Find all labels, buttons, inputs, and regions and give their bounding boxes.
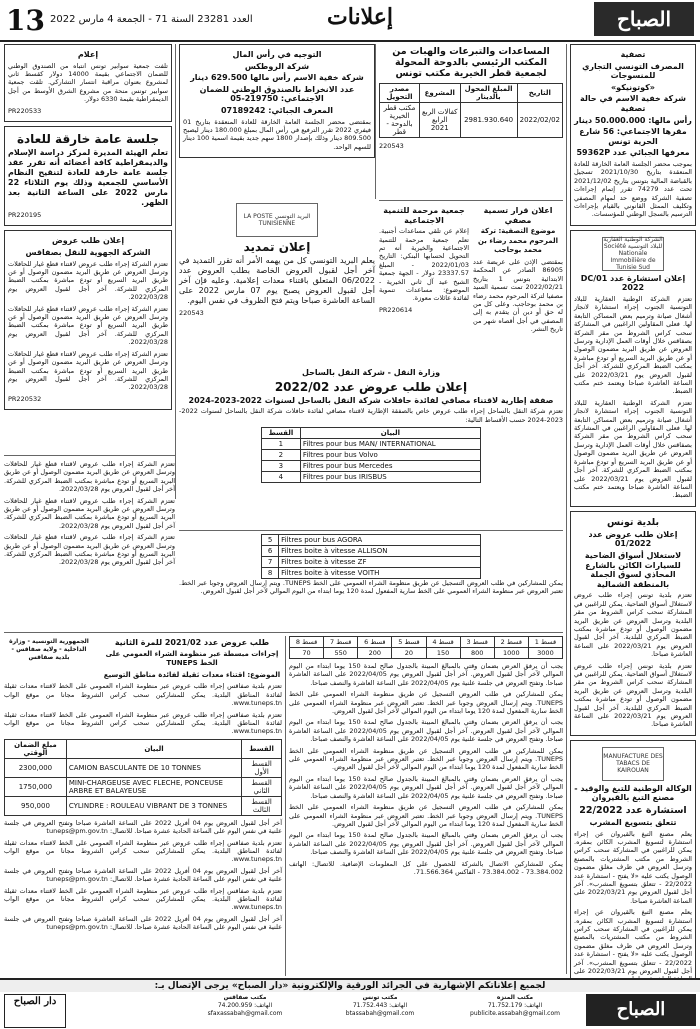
- table-cell: 5: [262, 535, 279, 546]
- liquidation-notice: [570, 44, 696, 226]
- notice-body: تعتزم الشركة الوطنية العقارية للبلاد التونسية الجنوب إجراء استشارة لانجاز أشغال صيانة وترميم بعض المساكن التابعة لها. فعلى المقاولين الراغبين في المشاركة سحب كراس الشروط من مقر الشركة بصفاقس خلال أوقات العمل الإدارية وترسل العروض عن طريق البريد مضمون الوصول أو عن طريق البريد السريع أو تودع مباشرة بمكتب الضبط المركزي للشركة. آخر أجل لقبول العروض يوم 2022/03/21 على الساعة العاشرة صباحا ويعتمد ختم مكتب الضبط.: [574, 398, 692, 500]
- table-cell: 20: [392, 648, 426, 659]
- table-row: [262, 439, 481, 450]
- notice-body: يمكن للمشاركين في طلب العروض التسجيل عن طريق منظومة الشراء العمومي على الخط TUNEPS. ويتم إرسال العروض وجوبا عبر الخط. تعتبر العروض عبر منظومة الشراء العمومي على الخط سارية المفعول لمدة 120 يوما ابتداء من اليوم الموالي لآخر أجل لقبول العروض.: [179, 579, 563, 596]
- liquidator-notice: [473, 204, 563, 337]
- municipality-tender-notice: [570, 511, 696, 736]
- issue-info: العدد 23281 السنة 71 - الجمعة 4 مارس 2022: [50, 14, 253, 25]
- table-cell: مكتب قطر الخيرية بالدوحة - قطر: [380, 103, 420, 138]
- notice-title: جلسة عامة خارقة للعادة: [16, 132, 160, 147]
- notice-body: يجب أن يرفق العرض بضمان وقتي بالمبالغ المبينة بالجدول صالح لمدة 150 يوما ابتداء من اليوم الموالي لآخر أجل لقبول العروض. آخر أجل لقبول العروض يوم 2022/04/05 على الساعة العاشرة صباحا. وتفتح العروض في جلسة علنية يوم 2022/04/05 على الساعة العاشرة والنصف صباحا.: [289, 774, 564, 800]
- notice-body: تعتزم الشركة إجراء طلب عروض لاقتناء قطع غيار للحافلات وترسل العروض عن طريق البريد مضمون الوصول أو عن طريق البريد السريع أو تودع مباشرة بمكتب الضبط المركزي للشركة. آخر أجل لقبول العروض يوم 2022/03/28.: [4, 460, 175, 494]
- notice-title: إعلام: [77, 50, 99, 59]
- notice-title: تصفية: [620, 50, 646, 59]
- table-header: قسط 5: [392, 637, 426, 648]
- table-cell: Filtres pour bus AGORA: [279, 535, 481, 546]
- notice-org: الوكالة الوطنية للتبغ والوقيد - مصنع التبغ بالقيروان: [574, 783, 692, 803]
- logo-text: MANUFACTURE DES TABACS DE KAIROUAN: [603, 753, 663, 775]
- sahel-tender-header: [179, 366, 563, 532]
- left-lower-filler: [4, 460, 175, 630]
- funding-info-notice: [4, 44, 172, 122]
- table-cell: Filtres pour bus IRISBUS: [300, 472, 480, 483]
- table-row: [5, 796, 282, 815]
- table-header: مبلغ الضمان الوقتي: [5, 739, 67, 758]
- notice-body: تعتزم الشركة إجراء طلب عروض لاقتناء قطع غيار للحافلات وترسل العروض عن طريق البريد مضمون الوصول أو عن طريق البريد السريع أو تودع مباشرة بمكتب الضبط المركزي للشركة. آخر أجل لقبول العروض يوم 2022/03/28.: [4, 496, 175, 530]
- table-cell: 2: [262, 450, 301, 461]
- table-header: قسط 1: [528, 637, 562, 648]
- notice-title: إعلان طلب عروض: [51, 236, 125, 246]
- snit-consultation-notice: [570, 230, 696, 507]
- table-cell: 550: [324, 648, 358, 659]
- table-cell: 1000: [494, 648, 528, 659]
- notice-body: آخر أجل لقبول العروض يوم 04 أفريل 2022 على الساعة العاشرة صباحا وتفتح العروض في جلسة علنية في نفس اليوم على الساعة الحادية عشرة صباحا. للاتصال: tuneps@pm.gov.tn: [4, 818, 283, 836]
- notice-title: التوجيه في رأس المال: [232, 50, 322, 59]
- capital-increase-notice: [179, 44, 375, 158]
- notice-subtitle: الموضوع: اقتناء معدات ثقيلة لفائدة مناطق التوسيع: [103, 670, 281, 679]
- table-cell: CAMION BASCULANTE DE 10 TONNES: [66, 758, 241, 777]
- notice-subtitle: تتعلق بتسويغ المشرب: [589, 817, 677, 827]
- notice-body: إعلام عن تلقي مساعدات أجنبية. تعلم جمعية مرحمة للتنمية الاجتماعية والخيرية أنه تم التحويل لحسابها البنكي: التاريخ 2022/01/03 - المبلغ 23337.57 دولار - الجهة جمعية الشيخ عيد آل ثاني الخيرية - الموضوع: مساعدات تنموية لفائدة عائلات معوزة.: [379, 227, 469, 303]
- table-cell: Filtres pour bus Volvo: [300, 450, 480, 461]
- notice-title: اعلان قرار تسمية مصفي: [483, 206, 553, 225]
- table-cell: 3000: [528, 648, 562, 659]
- table-cell: 70: [290, 648, 324, 659]
- right-column: [570, 44, 696, 974]
- table-cell: 150: [426, 648, 460, 659]
- table-cell: القسط الثالث: [242, 796, 282, 815]
- reference-number: 220543: [379, 142, 404, 150]
- table-row: [262, 535, 481, 546]
- notice-title: جمعية مرحمة للتنمية الاجتماعية: [383, 206, 465, 225]
- notice-line: شركة خفية الاسم رأس مالها 629.500 دينار: [190, 73, 364, 83]
- table-header: البيان: [300, 428, 480, 439]
- page-number: 13: [6, 4, 45, 37]
- office-email[interactable]: sfaxassabah@gmail.com: [207, 1010, 283, 1017]
- table-cell: Filtres pour bus Mercedes: [300, 461, 480, 472]
- notice-body: يمكن للمشاركين في طلب العروض التسجيل عن طريق منظومة الشراء العمومي على الخط TUNEPS. ويتم إرسال العروض وجوبا عبر الخط. تعتبر العروض عبر منظومة الشراء العمومي على الخط سارية المفعول لمدة 120 يوما ابتداء من اليوم الموالي لآخر أجل لقبول العروض.: [289, 690, 563, 716]
- column-divider: [285, 636, 286, 976]
- table-cell: 1: [262, 439, 301, 450]
- table-cell: كفالات الربع الرابع 2021: [419, 103, 460, 138]
- newspaper-logo: الصباح: [594, 2, 694, 36]
- table-cell: 800: [460, 648, 494, 659]
- notice-org: الجمهورية التونسية - وزارة الداخلية - ولاية صفاقس - بلدية صفاقس: [9, 638, 89, 661]
- table-header: البيان: [66, 739, 241, 758]
- table-row: [262, 568, 481, 579]
- notice-org: شركة الروطكس: [244, 61, 310, 71]
- tender-heading: [4, 636, 282, 682]
- table-cell: 1750,000: [5, 777, 67, 796]
- mid-left-top-column: [179, 44, 375, 199]
- reference-number: PR220532: [8, 394, 42, 403]
- sfax-tender: [4, 636, 282, 976]
- table-row: [262, 461, 481, 472]
- notice-subtitle: إجراءات مبسطة عبر منظومة الشراء العمومي على الخط TUNEPS: [105, 649, 279, 668]
- office-email[interactable]: btassabah@gmail.com: [345, 1010, 415, 1017]
- footer-office-tunis: [315, 994, 445, 1028]
- snit-logo: الشركة الوطنية العقارية للبلاد التونسية Société Nationale Immobilière de Tunisie Sud: [603, 236, 663, 272]
- table-cell: 3: [262, 461, 301, 472]
- footer-banner: لجميع إعلاناتكم الإشهارية في الجرائد الورقية والإلكترونية «دار الصباح» يرجى الإتصال بـ:: [0, 980, 700, 992]
- notice-body: تعتزم بلدية تونس إجراء طلب عروض لاستغلال أسواق الضاحية. يمكن للراغبين في المشاركة سحب كراس الشروط من مقر البلدية وترسل العروض عن طريق البريد مضمون الوصول أو تودع مباشرة بمكتب الضبط المركزي للبلدية. آخر أجل لقبول العروض يوم 2022/03/21 على الساعة العاشرة صباحا.: [574, 591, 692, 659]
- table-header: المشروع: [419, 84, 460, 103]
- table-row: [262, 472, 481, 483]
- table-header: قسط 7: [324, 637, 358, 648]
- notice-body: تعتزم شركة النقل بالساحل إجراء طلب عروض خاص بالصفقة الإطارية لاقتناء مصافي لفائدة حافلات شركة النقل بالساحل لسنوات 2022-2023-2024 حسب الأقساط التالية:: [179, 407, 563, 424]
- notice-body: يمكن للمشاركين في طلب العروض التسجيل عن طريق منظومة الشراء العمومي على الخط TUNEPS. ويتم إرسال العروض وجوبا عبر الخط. تعتبر العروض عبر منظومة الشراء العمومي على الخط سارية المفعول لمدة 120 يوما ابتداء من اليوم الموالي لآخر أجل لقبول العروض.: [289, 803, 563, 828]
- notice-line: معرفها الجبائي عدد 59362P: [576, 148, 690, 158]
- column-divider: [375, 44, 376, 199]
- office-line: الهاتف: 71.752.443: [352, 1002, 408, 1009]
- notice-row: [379, 204, 563, 337]
- office-title: مكتب صفاقس: [223, 994, 267, 1001]
- table-cell: 6: [262, 546, 279, 557]
- notice-subtitle: لاستغلال أسواق الضاحية للسيارات الكائن بالشارع المحاذي لسوق الجملة بالمنطقة الشمالية: [584, 550, 682, 589]
- table-row: [262, 450, 481, 461]
- notice-line: مقرها الاجتماعي: 56 شارع الحرية تونس: [579, 127, 687, 146]
- lots-table: [261, 427, 481, 483]
- notice-line: المصرف التونسي التجاري للمنسوجات: [582, 61, 684, 81]
- table-header: قسط 8: [290, 637, 324, 648]
- notice-body: تعتزم بلدية تونس إجراء طلب عروض لاستغلال أسواق الضاحية. يمكن للراغبين في المشاركة سحب كراس الشروط من مقر البلدية وترسل العروض عن طريق البريد مضمون الوصول أو تودع مباشرة بمكتب الضبط المركزي للبلدية. آخر أجل لقبول العروض يوم 2022/03/21 على الساعة العاشرة صباحا.: [574, 661, 692, 729]
- table-cell: 8: [262, 568, 279, 579]
- footer-office-menzah: [450, 994, 580, 1028]
- table-cell: القسط الثاني: [242, 777, 282, 796]
- poste-logo: البريد التونسي LA POSTE TUNISIENNE: [236, 203, 318, 237]
- notice-body: يعلم مصنع التبغ بالقيروان عن إجراء استشارة لتسويغ المشرب الكائن بمقره. يمكن للراغبين في المشاركة سحب كراس الشروط من مكتب المشتريات بالمصنع وترسل العروض في ظرف مغلق مضمون الوصول يكتب عليه «لا يفتح - استشارة عدد 22/2022 - تتعلق بتسويغ المشرب». آخر أجل لقبول العروض يوم 2022/03/21 على: [574, 908, 692, 976]
- notice-body: آخر أجل لقبول العروض يوم 04 أفريل 2022 على الساعة العاشرة صباحا وتفتح العروض في جلسة علنية في نفس اليوم على الساعة الحادية عشرة صباحا. للاتصال: tuneps@pm.gov.tn: [4, 866, 283, 884]
- notice-title: إعلان طلب عروض عدد 2022/02: [274, 379, 468, 394]
- row-divider: [4, 632, 563, 633]
- table-row: [5, 758, 282, 777]
- general-assembly-notice: [4, 126, 172, 226]
- left-column: [4, 44, 172, 499]
- table-cell: Filtres pour bus MAN/ INTERNATIONAL: [300, 439, 480, 450]
- transport-tender-notice: [4, 230, 172, 410]
- notice-body: بمقتضى الإذن على عريضة عدد 86905 الصادر عن المحكمة الابتدائية بتونس 1 بتاريخ 2022/02/21 تمت تسمية السيد مصفيا لتركة المرحوم محمد رضاء بن محمد بوحاجب. وعلى كل من له حق أو دين أن يتقدم به إلى المصفي في أجل أقصاه شهر من تاريخ النشر.: [473, 257, 563, 334]
- table-row: [5, 777, 282, 796]
- notice-body: يجب أن يرفق العرض بضمان وقتي بالمبالغ المبينة بالجدول صالح لمدة 150 يوما ابتداء من اليوم الموالي لآخر أجل لقبول العروض. آخر أجل لقبول العروض يوم 2022/04/05 على الساعة العاشرة صباحا. وتفتح العروض في جلسة علنية يوم 2022/04/05 على الساعة العاشرة والنصف صباحا.: [289, 662, 564, 687]
- notice-line: شركة خفية الاسم في حالة تصفية: [580, 94, 686, 113]
- tobacco-logo: [602, 747, 664, 781]
- lots-table-cont: [261, 534, 481, 579]
- table-cell: 2300,000: [5, 758, 67, 777]
- table-header: التاريخ: [517, 84, 562, 103]
- table-cell: 2022/02/02: [517, 103, 562, 138]
- page-footer: [0, 978, 700, 1029]
- footer-office-sfax: [180, 994, 310, 1028]
- notice-body: يعلم مصنع التبغ بالقيروان عن إجراء استشارة لتسويغ المشرب الكائن بمقره. يمكن للراغبين في المشاركة سحب كراس الشروط من مكتب المشتريات بالمصنع وترسل العروض في ظرف مغلق مضمون الوصول يكتب عليه «لا يفتح - استشارة عدد 22/2022 - تتعلق بتسويغ المشرب». آخر أجل لقبول العروض يوم 2022/03/21 على الساعة العاشرة صباحا.: [574, 829, 692, 905]
- notice-body: تعتزم الشركة إجراء طلب عروض لاقتناء قطع غيار للحافلات وترسل العروض عن طريق البريد مضمون الوصول أو عن طريق البريد السريع أو تودع مباشرة بمكتب الضبط المركزي للشركة. آخر أجل لقبول العروض يوم 2022/03/28.: [8, 304, 168, 347]
- notice-body: يمكن للمشاركين الاتصال بالشركة للحصول على كل المعلومات الإضافية. للاتصال: الهاتف 73.384.002 - 73.384.002 - الفاكس 71.566.364.: [289, 859, 563, 876]
- office-line: الهاتف: 71.752.179: [487, 1002, 543, 1009]
- notice-title: إعلان تمديد: [243, 240, 311, 254]
- notice-body: تعتزم بلدية صفاقس إجراء طلب عروض عبر منظومة الشراء العمومي على الخط لاقتناء معدات ثقيلة لفائدة المناطق البلدية. يمكن للمشاركين سحب كراس الشروط مجانا من موقع الواب www.tuneps.tn.: [4, 886, 282, 912]
- table-cell: 7: [262, 557, 279, 568]
- office-email[interactable]: publicite.assabah@gmail.com: [470, 1010, 560, 1017]
- notice-title: إعلان طلب عروض عدد 01/2022: [588, 529, 678, 549]
- notice-body: تعتزم الشركة إجراء طلب عروض لاقتناء قطع غيار للحافلات وترسل العروض عن طريق البريد مضمون الوصول أو عن طريق البريد السريع أو تودع مباشرة بمكتب الضبط المركزي للشركة. آخر أجل لقبول العروض يوم 2022/03/28.: [4, 533, 175, 567]
- table-cell: 200: [358, 648, 392, 659]
- reference-number: PR220533: [8, 106, 42, 115]
- lots-table: [4, 739, 282, 816]
- notice-body: تعتزم بلدية صفاقس إجراء طلب عروض عبر منظومة الشراء العمومي على الخط لاقتناء معدات ثقيلة لفائدة المناطق البلدية. يمكن للمشاركين سحب كراس الشروط مجانا من موقع الواب www.tuneps.tn.: [4, 682, 282, 708]
- notice-body: يمكن للمشاركين في طلب العروض التسجيل عن طريق منظومة الشراء العمومي على الخط TUNEPS. ويتم إرسال العروض وجوبا عبر الخط. تعتبر العروض عبر منظومة الشراء العمومي على الخط سارية المفعول لمدة 120 يوما ابتداء من اليوم الموالي لآخر أجل لقبول العروض.: [289, 746, 563, 772]
- table-header: مصدر التحويل: [380, 84, 420, 103]
- notice-title: استشارة عدد 22/2022: [579, 804, 687, 816]
- footer-secondary-logo: دار الصباح: [4, 994, 66, 1028]
- table-cell: 950,000: [5, 796, 67, 815]
- notice-body: تعتزم الشركة الوطنية العقارية للبلاد التونسية الجنوب إجراء استشارة لانجاز أشغال صيانة وترميم بعض المساكن التابعة لها. فعلى المقاولين الراغبين في المشاركة سحب كراس الشروط من مقر الشركة بصفاقس خلال أوقات العمل الإدارية وترسل العروض عن طريق البريد مضمون الوصول أو عن طريق البريد السريع أو تودع مباشرة بمكتب الضبط المركزي للشركة. آخر أجل لقبول العروض يوم 2022/03/21 على الساعة العاشرة صباحا ويعتمد ختم مكتب الضبط.: [574, 294, 692, 396]
- table-cell: 4: [262, 472, 301, 483]
- section-title: إعلانات: [327, 4, 393, 30]
- tobacco-consultation-notice: [570, 740, 696, 991]
- guarantee-table: [289, 636, 563, 659]
- table-row: [290, 648, 563, 659]
- reference-number: 220543: [179, 309, 204, 317]
- notice-subtitle: موضوع التصفية: تركة المرحوم محمد رضاء بن محمد بوحاجب: [478, 227, 558, 255]
- notice-subtitle: صفقة إطارية لاقتناء مصافي لفائدة حافلات شركة النقل بالساحل لسنوات 2022-2023-2024: [188, 395, 554, 405]
- table-header: قسط 6: [358, 637, 392, 648]
- table-cell: Filtres boite à vitesse VOITH: [279, 568, 481, 579]
- mid-right-lower: [379, 204, 563, 364]
- notice-body: يجب أن يرفق العرض بضمان وقتي بالمبالغ المبينة بالجدول صالح لمدة 150 يوما ابتداء من اليوم الموالي لآخر أجل لقبول العروض. آخر أجل لقبول العروض يوم 2022/04/05 على الساعة العاشرة صباحا. وتفتح العروض في جلسة علنية يوم 2022/04/05 على الساعة العاشرة والنصف صباحا.: [289, 831, 564, 857]
- table-header: القسط: [242, 739, 282, 758]
- sahel-tender-lots-cont: [179, 534, 563, 634]
- table-cell: CYLINDRE : ROULEAU VIBRANT DE 3 TONNES: [66, 796, 241, 815]
- notice-body: بموجب محضر الجلسة العامة الخارقة للعادة المنعقدة بتاريخ 2021/10/30 تسجيل بالقباضة المالية بتونس بتاريخ 2021/12/02 تحت عدد 74279 تقرر إتمام إجراءات تصفية الشركة ووضع حد لمهام المصفي وتكليف الممثل القانوني بالقيام بإجراءات الترسيم بالسجل الوطني للمؤسسات.: [574, 159, 692, 219]
- table-header: المبلغ المحول بالدينار: [460, 84, 517, 103]
- notice-line: المعرف الجبائي: 07189242: [220, 105, 334, 115]
- association-funding-notice: [379, 204, 469, 337]
- notice-body: يجب أن يرفق العرض بضمان وقتي بالمبالغ المبينة بالجدول صالح لمدة 150 يوما ابتداء من اليوم الموالي لآخر أجل لقبول العروض. آخر أجل لقبول العروض يوم 2022/04/05 على الساعة العاشرة صباحا. وتفتح العروض في جلسة علنية يوم 2022/04/05 على الساعة العاشرة والنصف صباحا.: [289, 718, 564, 744]
- notice-subtitle: الشركة الجهوية للنقل بصفاقس: [25, 248, 151, 258]
- table-header: قسط 4: [426, 637, 460, 648]
- notice-org: وزارة النقل - شركة النقل بالساحل: [301, 368, 441, 377]
- notice-body: آخر أجل لقبول العروض يوم 04 أفريل 2022 على الساعة العاشرة صباحا وتفتح العروض في جلسة علنية في نفس اليوم على الساعة الحادية عشرة صباحا. للاتصال: tuneps@pm.gov.tn: [4, 914, 283, 932]
- table-cell: القسط الأول: [242, 758, 282, 777]
- notice-body: تعتزم بلدية صفاقس إجراء طلب عروض عبر منظومة الشراء العمومي على الخط لاقتناء معدات ثقيلة لفائدة المناطق البلدية. يمكن للمشاركين سحب كراس الشروط مجانا من موقع الواب www.tuneps.tn.: [4, 710, 282, 736]
- page-header: [0, 0, 700, 42]
- footer-logo: الصباح: [586, 994, 696, 1026]
- office-title: مكتب تونس: [362, 994, 398, 1001]
- transfers-title: المساعدات والتبرعات والهبات من المكتب الرئيسي بالدوحة المحولة لجمعية قطر الخيرية مكتب تونس: [392, 46, 550, 79]
- table-header: القسط: [262, 428, 301, 439]
- notice-title: إعلان استشارة عدد 01/DC 2022: [580, 273, 686, 293]
- reference-number: PR220195: [8, 211, 42, 220]
- transfers-table: [379, 83, 563, 138]
- notice-line: عدد الانخراط بالصندوق الوطني للضمان الاجتماعي: 219750-05: [199, 84, 355, 104]
- table-header: قسط 2: [494, 637, 528, 648]
- notice-body: تعتزم الشركة إجراء طلب عروض لاقتناء قطع غيار للحافلات وترسل العروض عن طريق البريد مضمون الوصول أو عن طريق البريد السريع أو تودع مباشرة بمكتب الضبط المركزي للشركة. آخر أجل لقبول العروض يوم 2022/03/28.: [8, 259, 168, 302]
- notice-body: تعتزم بلدية صفاقس إجراء طلب عروض عبر منظومة الشراء العمومي على الخط لاقتناء معدات ثقيلة لفائدة المناطق البلدية. يمكن للمشاركين سحب كراس الشروط مجانا من موقع الواب www.tuneps.tn.: [4, 838, 282, 864]
- column-divider: [175, 44, 176, 499]
- sahel-tender-body: [289, 636, 563, 976]
- notice-body: بمقتضى محضر الجلسة العامة الخارقة للعادة المنعقدة بتاريخ 01 فيفري 2022 تقرر الترفيع في رأس المال بمبلغ 180.000 دينار ليصبح 809.500 دينار وذلك بإصدار 1800 سهم جديد بقيمة اسمية 100 دينار للسهم الواحد.: [183, 117, 371, 151]
- notice-body: يعلم البريد التونسي كل من يهمه الأمر أنه تقرر التمديد في آخر أجل لقبول العروض الخاصة بطلب العروض عدد 06/2022 المتعلق باقتناء معدات إعلامية. وعليه فإن آخر أجل لقبول العروض يصبح يوم 07 مارس 2022 على الساعة العاشرة صباحا ويتم فتح الظروف في نفس اليوم.: [179, 256, 375, 305]
- table-row: [262, 546, 481, 557]
- table-header: قسط 3: [460, 637, 494, 648]
- tender-title-block: [102, 636, 282, 682]
- table-row: [262, 557, 481, 568]
- table-cell: Filtres boite à vitesse ALLISON: [279, 546, 481, 557]
- office-title: مكتب المنزه: [496, 994, 534, 1001]
- row-divider: [379, 200, 563, 201]
- table-cell: 2981.930.640: [460, 103, 517, 138]
- notice-body: تعتزم الشركة إجراء طلب عروض لاقتناء قطع غيار للحافلات وترسل العروض عن طريق البريد مضمون الوصول أو عن طريق البريد السريع أو تودع مباشرة بمكتب الضبط المركزي للشركة. آخر أجل لقبول العروض يوم 2022/03/28.: [8, 349, 168, 392]
- table-cell: MINI-CHARGEUSE AVEC FLECHE, PONCEUSE ARBRE ET BALAYEUSE: [66, 777, 241, 796]
- office-line: الهاتف: 74.200.959: [217, 1002, 273, 1009]
- reference-number: PR220614: [379, 305, 413, 314]
- table-cell: Filtres boite à vitesse ZF: [279, 557, 481, 568]
- notice-line: «كوتونيكو»: [611, 82, 655, 92]
- row-divider: [4, 455, 175, 456]
- table-row: [380, 103, 563, 138]
- notice-title: طلب عروض عدد 2021/02 للمرة الثانية: [114, 638, 270, 647]
- notice-body: تعلم الهيئة المديرة لمركز دراسة الإسلام والديمقراطية كافة أعضائه أنه تقرر عقد جلسة عامة خارقة للعادة لتنقيح النظام الأساسي للجمعية وذلك يوم الثلاثاء 22 مارس 2022 على الساعة الثانية بعد الظهر.: [8, 148, 169, 208]
- notice-line: رأس مالها: 50.000.000 دينار: [574, 115, 692, 125]
- column-divider: [566, 44, 567, 974]
- notice-org: بلدية تونس: [606, 516, 660, 528]
- notice-body: تلفت جمعية سوابير تونس انتباه من الصندوق الوطني للضمان الاجتماعي بقيمة 14000 دولار كقسط ثاني لمشروع بعنوان مراقبة انتسار التشاركي. تلقت جمعية سوابير تونس منحة من مشروع الشرق الأوسط من أجل الديمقراطية بقيمة 6330 دولار.: [8, 61, 169, 104]
